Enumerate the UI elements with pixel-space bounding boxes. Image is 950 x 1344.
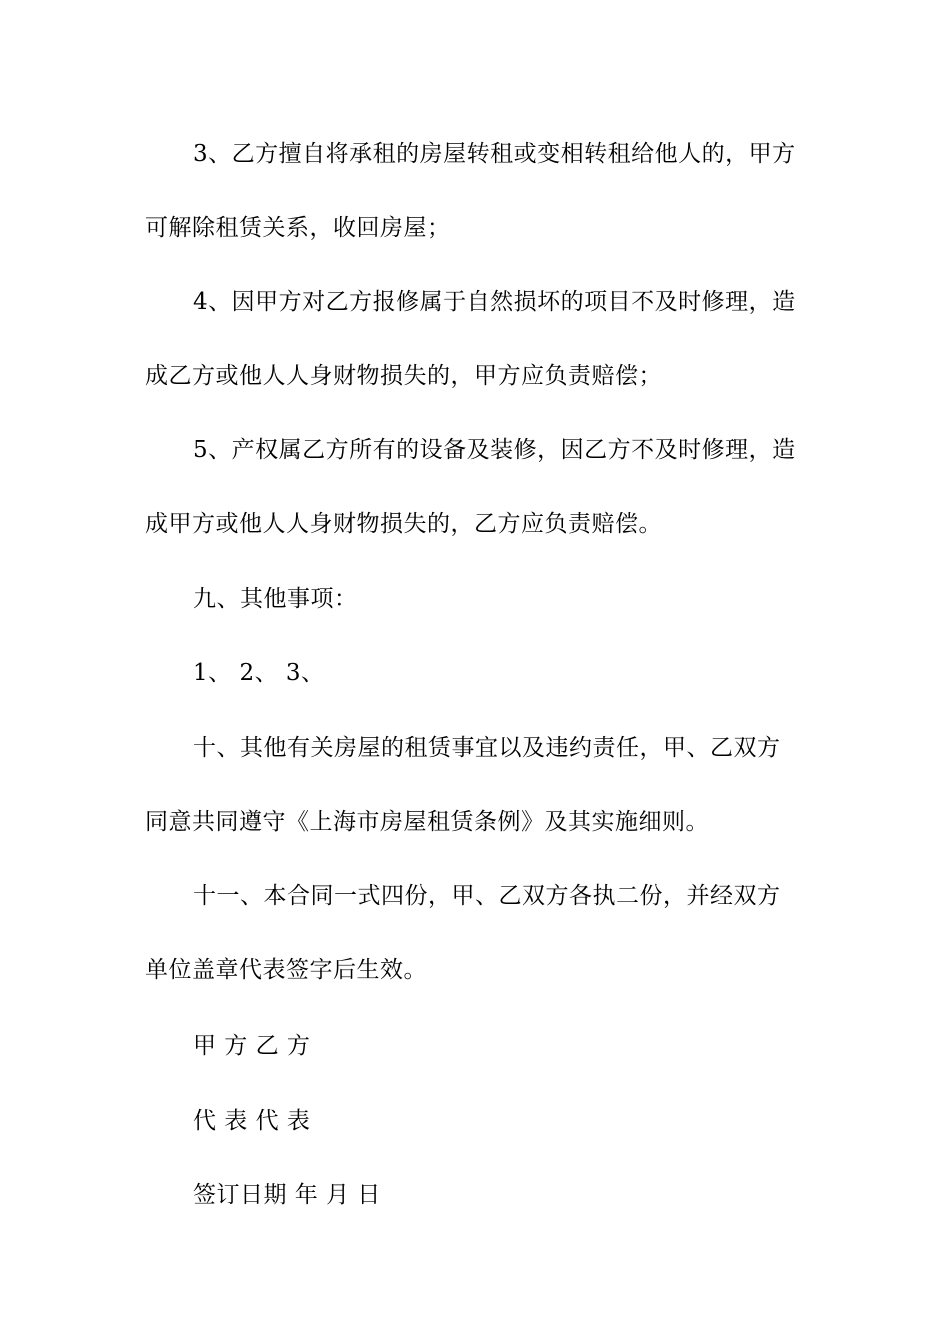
clause-10-line-1: 十、其他有关房屋的租赁事宜以及违约责任，甲、乙双方 [193, 735, 781, 761]
clause-8-item-4-line-2: 成乙方或他人人身财物损失的，甲方应负责赔偿； [145, 363, 662, 389]
clause-8-item-5-line-1: 5、产权属乙方所有的设备及装修，因乙方不及时修理，造 [193, 437, 796, 463]
signature-parties: 甲 方 乙 方 [193, 1033, 311, 1059]
clause-8-item-3-line-2: 可解除租赁关系，收回房屋； [145, 215, 451, 241]
clause-9-heading: 九、其他事项： [193, 586, 358, 612]
clause-8-item-5-line-2: 成甲方或他人人身财物损失的，乙方应负责赔偿。 [145, 511, 662, 537]
clause-9-items: 1、 2、 3、 [193, 660, 325, 686]
clause-11-line-1: 十一、本合同一式四份，甲、乙双方各执二份，并经双方 [193, 883, 781, 909]
clause-11-line-2: 单位盖章代表签字后生效。 [145, 957, 427, 983]
clause-10-line-2: 同意共同遵守《上海市房屋租赁条例》及其实施细则。 [145, 809, 709, 835]
clause-8-item-4-line-1: 4、因甲方对乙方报修属于自然损坏的项目不及时修理，造 [193, 289, 796, 315]
signature-representatives: 代 表 代 表 [193, 1108, 311, 1134]
clause-8-item-3-line-1: 3、乙方擅自将承租的房屋转租或变相转租给他人的，甲方 [193, 141, 796, 167]
signing-date: 签订日期 年 月 日 [193, 1182, 381, 1208]
